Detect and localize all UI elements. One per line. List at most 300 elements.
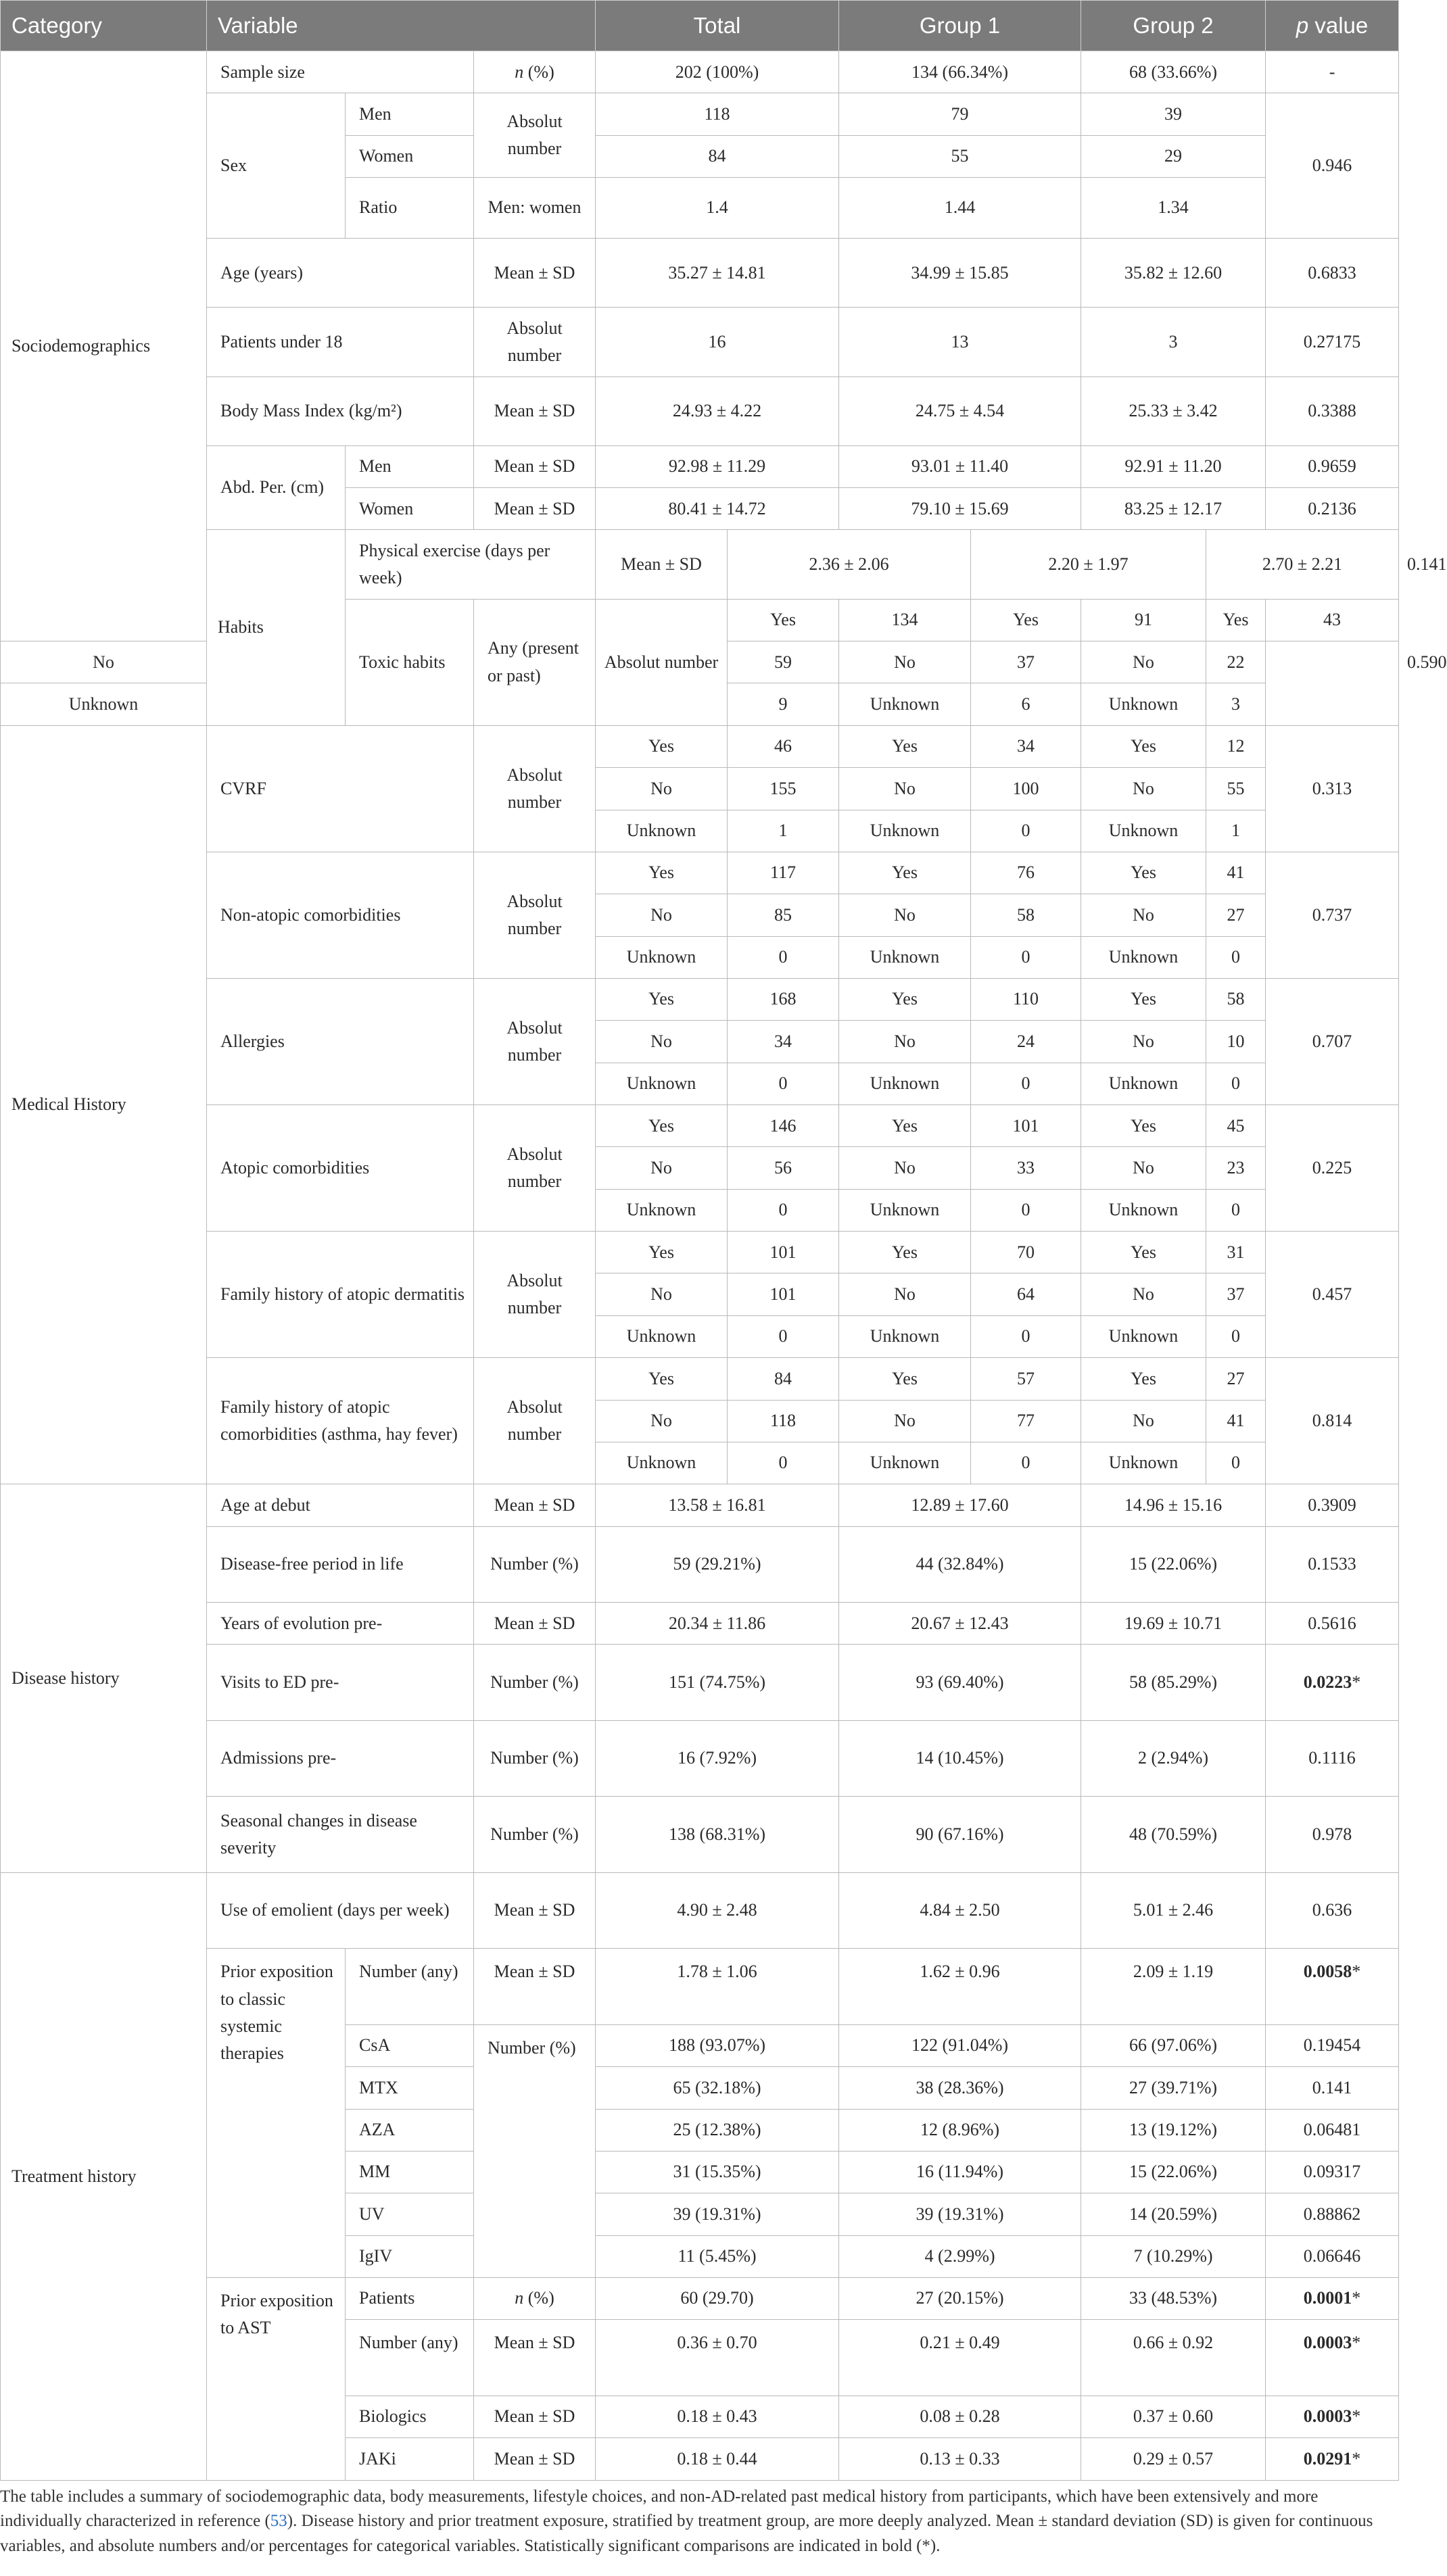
header-group1: Group 1 xyxy=(839,1,1081,51)
variable-label: Years of evolution pre- xyxy=(207,1603,474,1645)
group1-value: 12 (8.96%) xyxy=(839,2109,1081,2151)
group1-value: 12.89 ± 17.60 xyxy=(839,1484,1081,1526)
group1-value: 122 (91.04%) xyxy=(839,2024,1081,2066)
total-value: 0.36 ± 0.70 xyxy=(596,2320,839,2396)
response-label: Yes xyxy=(596,1232,728,1273)
total-value: 34 xyxy=(728,1021,839,1063)
group2-value: 19.69 ± 10.71 xyxy=(1081,1603,1266,1645)
response-label: Yes xyxy=(1081,1105,1206,1147)
group1-value: 0 xyxy=(971,1315,1081,1357)
total-value: 84 xyxy=(596,135,839,177)
row-allergies-yes xyxy=(1,978,1399,1020)
category-sociodemographics: Sociodemographics xyxy=(1,51,207,641)
p-value: 0.19454 xyxy=(1266,2024,1399,2066)
row-fam-atopic-yes xyxy=(1,1358,1399,1400)
group2-value: 13 (19.12%) xyxy=(1081,2109,1266,2151)
sub-label: Biologics xyxy=(346,2396,474,2437)
p-value: 0.457 xyxy=(1266,1232,1399,1358)
measure-label: Number (%) xyxy=(474,1526,596,1602)
measure-label: Mean ± SD xyxy=(474,2320,596,2396)
response-label: Yes xyxy=(596,978,728,1020)
total-value: 118 xyxy=(596,93,839,135)
group2-value: 5.01 ± 2.46 xyxy=(1081,1872,1266,1948)
response-label: No xyxy=(1081,1147,1206,1189)
total-value: 11 (5.45%) xyxy=(596,2235,839,2277)
group2-value: 66 (97.06%) xyxy=(1081,2024,1266,2066)
header-variable: Variable xyxy=(207,1,596,51)
measure-label: Mean ± SD xyxy=(474,1603,596,1645)
header-category: Category xyxy=(1,1,207,51)
response-label: Unknown xyxy=(839,1189,971,1231)
measure-label: Number (%) xyxy=(474,2024,596,2277)
response-label: Unknown xyxy=(839,936,971,978)
response-label: Unknown xyxy=(839,1063,971,1104)
sub-label: Number (any) xyxy=(346,2320,474,2396)
group2-value: 14.96 ± 15.16 xyxy=(1081,1484,1266,1526)
group2-value: 41 xyxy=(1206,1400,1266,1442)
variable-label: CVRF xyxy=(207,725,474,852)
p-value: 0.1533 xyxy=(1266,1526,1399,1602)
variable-label: Prior exposition to classic systemic therapies xyxy=(207,1949,346,2278)
group1-value: 55 xyxy=(839,135,1081,177)
row-sample-size xyxy=(1,51,1399,93)
total-value: 202 (100%) xyxy=(596,51,839,93)
response-label: Yes xyxy=(839,1232,971,1273)
p-value: 0.1116 xyxy=(1266,1720,1399,1796)
group2-value: 58 (85.29%) xyxy=(1081,1645,1266,1720)
group2-value: 1 xyxy=(1206,810,1266,852)
header-row xyxy=(1,1,1399,51)
group2-value: 27 xyxy=(1206,1358,1266,1400)
row-atopic-yes xyxy=(1,1105,1399,1147)
total-value: 46 xyxy=(728,725,839,767)
group1-value: 0.13 ± 0.33 xyxy=(839,2438,1081,2481)
total-value: 13.58 ± 16.81 xyxy=(596,1484,839,1526)
sub-label: CsA xyxy=(346,2024,474,2066)
group1-value: 6 xyxy=(971,683,1081,725)
total-value: 25 (12.38%) xyxy=(596,2109,839,2151)
group1-value: 0 xyxy=(971,936,1081,978)
response-label: No xyxy=(596,1021,728,1063)
response-label: Unknown xyxy=(596,1189,728,1231)
measure-label: Absolut number xyxy=(474,1105,596,1232)
group1-value: 101 xyxy=(971,1105,1081,1147)
p-value: 0.0003* xyxy=(1266,2320,1399,2396)
measure-label: Absolut number xyxy=(474,93,596,178)
sub-label: AZA xyxy=(346,2109,474,2151)
group2-value: 83.25 ± 12.17 xyxy=(1081,488,1266,530)
variable-label: Seasonal changes in disease severity xyxy=(207,1797,474,1872)
response-label: No xyxy=(596,1147,728,1189)
total-value: 0 xyxy=(728,936,839,978)
response-label: Yes xyxy=(839,1105,971,1147)
response-label: No xyxy=(839,1273,971,1315)
response-label: Unknown xyxy=(596,1442,728,1484)
group2-value: 3 xyxy=(1081,308,1266,376)
group2-value: 58 xyxy=(1206,978,1266,1020)
sub-label: Ratio xyxy=(346,178,474,239)
category-disease-history: Disease history xyxy=(1,1484,207,1873)
measure-label: Mean ± SD xyxy=(474,2438,596,2481)
total-value: 168 xyxy=(728,978,839,1020)
group2-value: 68 (33.66%) xyxy=(1081,51,1266,93)
response-label: Unknown xyxy=(1081,1189,1206,1231)
response-label: Yes xyxy=(1081,725,1206,767)
p-value: 0.06481 xyxy=(1266,2109,1399,2151)
response-label: Unknown xyxy=(1,683,207,725)
response-label: Unknown xyxy=(1081,936,1206,978)
total-value: 56 xyxy=(728,1147,839,1189)
group1-value: 16 (11.94%) xyxy=(839,2151,1081,2193)
total-value: 35.27 ± 14.81 xyxy=(596,239,839,308)
header-total: Total xyxy=(596,1,839,51)
variable-label: Body Mass Index (kg/m²) xyxy=(207,376,474,445)
response-label: Unknown xyxy=(596,936,728,978)
p-value: 0.3388 xyxy=(1266,376,1399,445)
response-label: No xyxy=(1081,1273,1206,1315)
response-label: No xyxy=(1081,641,1206,683)
total-value: 151 (74.75%) xyxy=(596,1645,839,1720)
group2-value: 15 (22.06%) xyxy=(1081,2151,1266,2193)
p-value: 0.2136 xyxy=(1266,488,1399,530)
total-value: 0 xyxy=(728,1063,839,1104)
group2-value: 2 (2.94%) xyxy=(1081,1720,1266,1796)
sub-label: Number (any) xyxy=(346,1949,474,2024)
measure-label: Mean ± SD xyxy=(474,1949,596,2024)
variable-label: Family history of atopic dermatitis xyxy=(207,1232,474,1358)
group1-value: 13 xyxy=(839,308,1081,376)
group2-value: 0 xyxy=(1206,936,1266,978)
total-value: 155 xyxy=(728,768,839,810)
measure-label: n (%) xyxy=(474,2277,596,2319)
group1-value: 0 xyxy=(971,1442,1081,1484)
response-label: Yes xyxy=(839,978,971,1020)
measure-label: Mean ± SD xyxy=(474,239,596,308)
total-value: 16 (7.92%) xyxy=(596,1720,839,1796)
group1-value: 0.08 ± 0.28 xyxy=(839,2396,1081,2437)
response-label: Yes xyxy=(1081,978,1206,1020)
total-value: 0 xyxy=(728,1189,839,1231)
variable-label: Disease-free period in life xyxy=(207,1526,474,1602)
group2-value: 31 xyxy=(1206,1232,1266,1273)
group2-value: 35.82 ± 12.60 xyxy=(1081,239,1266,308)
total-value: 146 xyxy=(728,1105,839,1147)
p-value: 0.814 xyxy=(1266,1358,1399,1484)
group2-value: 48 (70.59%) xyxy=(1081,1797,1266,1872)
total-value: 0.18 ± 0.44 xyxy=(596,2438,839,2481)
header-group2: Group 2 xyxy=(1081,1,1266,51)
variable-label: Toxic habits xyxy=(346,599,474,725)
group1-value: 1.62 ± 0.96 xyxy=(839,1949,1081,2024)
response-label: No xyxy=(1081,894,1206,936)
group1-value: 14 (10.45%) xyxy=(839,1720,1081,1796)
measure-label: Mean ± SD xyxy=(474,376,596,445)
group2-value: 7 (10.29%) xyxy=(1081,2235,1266,2277)
group1-value: 1.44 xyxy=(839,178,1081,239)
group1-value: 57 xyxy=(971,1358,1081,1400)
p-value: 0.9659 xyxy=(1266,445,1399,487)
response-label: No xyxy=(1081,1021,1206,1063)
p-value: 0.0003* xyxy=(1266,2396,1399,2437)
row-fam-ad-yes xyxy=(1,1232,1399,1273)
row-sex-men xyxy=(1,93,1399,135)
response-label: Yes xyxy=(596,1105,728,1147)
group1-value: 134 (66.34%) xyxy=(839,51,1081,93)
measure-label: Mean ± SD xyxy=(596,530,728,599)
group2-value: 45 xyxy=(1206,1105,1266,1147)
row-evolution xyxy=(1,1603,1399,1645)
group2-value: 33 (48.53%) xyxy=(1081,2277,1266,2319)
response-label: Unknown xyxy=(1081,1063,1206,1104)
response-label: Unknown xyxy=(1081,1442,1206,1484)
reference-link[interactable]: 53 xyxy=(270,2512,287,2531)
row-ed-visits xyxy=(1,1645,1399,1720)
variable-label: Physical exercise (days per week) xyxy=(346,530,596,599)
group1-value: 24 xyxy=(971,1021,1081,1063)
group2-value: 39 xyxy=(1081,93,1266,135)
group2-value: 3 xyxy=(1206,683,1266,725)
response-label: No xyxy=(1081,768,1206,810)
total-value: 59 xyxy=(728,641,839,683)
measure-label: Absolut number xyxy=(474,852,596,978)
total-value: 2.36 ± 2.06 xyxy=(728,530,971,599)
response-label: No xyxy=(839,1021,971,1063)
p-value: 0.5616 xyxy=(1266,1603,1399,1645)
response-label: Unknown xyxy=(596,1315,728,1357)
variable-label: Age (years) xyxy=(207,239,474,308)
group1-value: 70 xyxy=(971,1232,1081,1273)
measure-label: Absolut number xyxy=(474,308,596,376)
variable-label: Visits to ED pre- xyxy=(207,1645,474,1720)
sub-label: IgIV xyxy=(346,2235,474,2277)
group2-value: 12 xyxy=(1206,725,1266,767)
sub-label: Women xyxy=(346,135,474,177)
group2-value: 0.37 ± 0.60 xyxy=(1081,2396,1266,2437)
response-label: No xyxy=(839,1400,971,1442)
p-value: 0.141 xyxy=(1266,2067,1399,2109)
response-label: No xyxy=(596,1273,728,1315)
group1-value: 76 xyxy=(971,852,1081,894)
measure-label: Number (%) xyxy=(474,1645,596,1720)
variable-label: Non-atopic comorbidities xyxy=(207,852,474,978)
response-label: Yes xyxy=(839,852,971,894)
measure-label: Number (%) xyxy=(474,1720,596,1796)
total-value: 1.78 ± 1.06 xyxy=(596,1949,839,2024)
response-label: Yes xyxy=(596,852,728,894)
header-p-value: p value xyxy=(1266,1,1399,51)
group2-value: 55 xyxy=(1206,768,1266,810)
variable-label: Family history of atopic comorbidities (asthma, hay fever) xyxy=(207,1358,474,1484)
total-value: 101 xyxy=(728,1273,839,1315)
measure-label: Mean ± SD xyxy=(474,1484,596,1526)
total-value: 16 xyxy=(596,308,839,376)
row-abd-men xyxy=(1,445,1399,487)
group1-value: 4.84 ± 2.50 xyxy=(839,1872,1081,1948)
response-label: No xyxy=(839,768,971,810)
group1-value: 39 (19.31%) xyxy=(839,2193,1081,2235)
total-value: 39 (19.31%) xyxy=(596,2193,839,2235)
group1-value: 24.75 ± 4.54 xyxy=(839,376,1081,445)
p-value: - xyxy=(1266,51,1399,93)
group2-value: 37 xyxy=(1206,1273,1266,1315)
p-value: 0.737 xyxy=(1266,852,1399,978)
group1-value: 34 xyxy=(971,725,1081,767)
measure-label: Absolut number xyxy=(474,1358,596,1484)
variable-label: Use of emolient (days per week) xyxy=(207,1872,474,1948)
measure-label: Mean ± SD xyxy=(474,1872,596,1948)
response-label: No xyxy=(839,1147,971,1189)
p-value: 0.3909 xyxy=(1266,1484,1399,1526)
p-value: 0.6833 xyxy=(1266,239,1399,308)
response-label: Unknown xyxy=(596,1063,728,1104)
p-value: 0.978 xyxy=(1266,1797,1399,1872)
row-age-debut xyxy=(1,1484,1399,1526)
row-disease-free xyxy=(1,1526,1399,1602)
response-label: Unknown xyxy=(839,1442,971,1484)
p-value: 0.313 xyxy=(1266,725,1399,852)
response-label: No xyxy=(839,641,971,683)
group1-value: 91 xyxy=(1081,599,1206,641)
total-value: 118 xyxy=(728,1400,839,1442)
measure-label: Mean ± SD xyxy=(474,2396,596,2437)
variable-label: Allergies xyxy=(207,978,474,1104)
total-value: 0 xyxy=(728,1315,839,1357)
group1-value: 79.10 ± 15.69 xyxy=(839,488,1081,530)
row-bmi xyxy=(1,376,1399,445)
group1-value: 93 (69.40%) xyxy=(839,1645,1081,1720)
group1-value: 38 (28.36%) xyxy=(839,2067,1081,2109)
group2-value: 23 xyxy=(1206,1147,1266,1189)
total-value: 1 xyxy=(728,810,839,852)
sub-label: UV xyxy=(346,2193,474,2235)
variable-label: Patients under 18 xyxy=(207,308,474,376)
group2-value: 22 xyxy=(1206,641,1266,683)
group1-value: 90 (67.16%) xyxy=(839,1797,1081,1872)
variable-label: Prior exposition to AST xyxy=(207,2277,346,2480)
response-label: Yes xyxy=(839,1358,971,1400)
group1-value: 93.01 ± 11.40 xyxy=(839,445,1081,487)
variable-label: Age at debut xyxy=(207,1484,474,1526)
group2-value: 0 xyxy=(1206,1442,1266,1484)
total-value: 65 (32.18%) xyxy=(596,2067,839,2109)
response-label: No xyxy=(839,894,971,936)
response-label: Yes xyxy=(1206,599,1266,641)
group2-value: 2.09 ± 1.19 xyxy=(1081,1949,1266,2024)
group2-value: 14 (20.59%) xyxy=(1081,2193,1266,2235)
sub-label: MTX xyxy=(346,2067,474,2109)
group2-value: 10 xyxy=(1206,1021,1266,1063)
row-emolient xyxy=(1,1872,1399,1948)
response-label: Unknown xyxy=(839,810,971,852)
measure-label: Absolut number xyxy=(596,599,728,725)
measure-label: n (%) xyxy=(474,51,596,93)
group1-value: 2.20 ± 1.97 xyxy=(971,530,1206,599)
group2-value: 92.91 ± 11.20 xyxy=(1081,445,1266,487)
group2-value: 29 xyxy=(1081,135,1266,177)
group2-value: 0 xyxy=(1206,1315,1266,1357)
group1-value: 4 (2.99%) xyxy=(839,2235,1081,2277)
p-value: 0.0001* xyxy=(1266,2277,1399,2319)
measure-label: Men: women xyxy=(474,178,596,239)
total-value: 117 xyxy=(728,852,839,894)
group2-value: 27 xyxy=(1206,894,1266,936)
group2-value: 0 xyxy=(1206,1063,1266,1104)
measure-label: Mean ± SD xyxy=(474,445,596,487)
measure-label: Mean ± SD xyxy=(474,488,596,530)
variable-label: Atopic comorbidities xyxy=(207,1105,474,1232)
group1-value: 100 xyxy=(971,768,1081,810)
response-label: No xyxy=(1081,1400,1206,1442)
group2-value: 27 (39.71%) xyxy=(1081,2067,1266,2109)
group2-value: 0.29 ± 0.57 xyxy=(1081,2438,1266,2481)
p-value: 0.27175 xyxy=(1266,308,1399,376)
category-treatment-history: Treatment history xyxy=(1,1872,207,2480)
row-exercise: Habits Physical exercise (days per week) Mean ± SD 2.36 ± 2.06 2.20 ± 1.97 2.70 ± 2.21 0.141 xyxy=(1,530,1399,599)
sub-label: Men xyxy=(346,445,474,487)
total-value: 188 (93.07%) xyxy=(596,2024,839,2066)
response-label: No xyxy=(596,894,728,936)
response-label: Unknown xyxy=(596,810,728,852)
sub-label: Men xyxy=(346,93,474,135)
group2-value: 2.70 ± 2.21 xyxy=(1206,530,1399,599)
response-label: Unknown xyxy=(1081,810,1206,852)
sub-label: Patients xyxy=(346,2277,474,2319)
response-label: Yes xyxy=(596,725,728,767)
total-value: 92.98 ± 11.29 xyxy=(596,445,839,487)
group1-value: 34.99 ± 15.85 xyxy=(839,239,1081,308)
response-label: Yes xyxy=(1081,1232,1206,1273)
response-label: Yes xyxy=(839,725,971,767)
sub-label: JAKi xyxy=(346,2438,474,2481)
measure-label: Absolut number xyxy=(474,1232,596,1358)
row-classic-number xyxy=(1,1949,1399,2024)
group2-value: 1.34 xyxy=(1081,178,1266,239)
response-label: No xyxy=(596,768,728,810)
group2-value: 0.66 ± 0.92 xyxy=(1081,2320,1266,2396)
p-value: 0.946 xyxy=(1266,93,1399,239)
row-admissions xyxy=(1,1720,1399,1796)
sub-label: Any (present or past) xyxy=(474,599,596,725)
group1-value: 0.21 ± 0.49 xyxy=(839,2320,1081,2396)
p-value: 0.0223* xyxy=(1266,1645,1399,1720)
response-label: Unknown xyxy=(839,1315,971,1357)
group1-value: 0 xyxy=(971,810,1081,852)
total-value: 84 xyxy=(728,1358,839,1400)
total-value: 80.41 ± 14.72 xyxy=(596,488,839,530)
variable-label: Abd. Per. (cm) xyxy=(207,445,346,530)
response-label: Unknown xyxy=(1081,683,1206,725)
total-value: 60 (29.70) xyxy=(596,2277,839,2319)
row-cvrf-yes xyxy=(1,725,1399,767)
group2-value: 25.33 ± 3.42 xyxy=(1081,376,1266,445)
p-value: 0.636 xyxy=(1266,1872,1399,1948)
response-label: No xyxy=(1,641,207,683)
total-value: 1.4 xyxy=(596,178,839,239)
p-value: 0.707 xyxy=(1266,978,1399,1104)
group2-value: 0 xyxy=(1206,1189,1266,1231)
group2-value: 41 xyxy=(1206,852,1266,894)
group1-value: 37 xyxy=(971,641,1081,683)
total-value: 85 xyxy=(728,894,839,936)
p-value: 0.0291* xyxy=(1266,2438,1399,2481)
group1-value: 20.67 ± 12.43 xyxy=(839,1603,1081,1645)
total-value: 24.93 ± 4.22 xyxy=(596,376,839,445)
total-value: 101 xyxy=(728,1232,839,1273)
category-habits: Habits xyxy=(207,530,346,725)
p-value: 0.88862 xyxy=(1266,2193,1399,2235)
row-toxic-yes: Toxic habits Any (present or past) Absolut number Yes 134 Yes 91 Yes 43 0.590 xyxy=(1,599,1399,641)
measure-label: Absolut number xyxy=(474,978,596,1104)
